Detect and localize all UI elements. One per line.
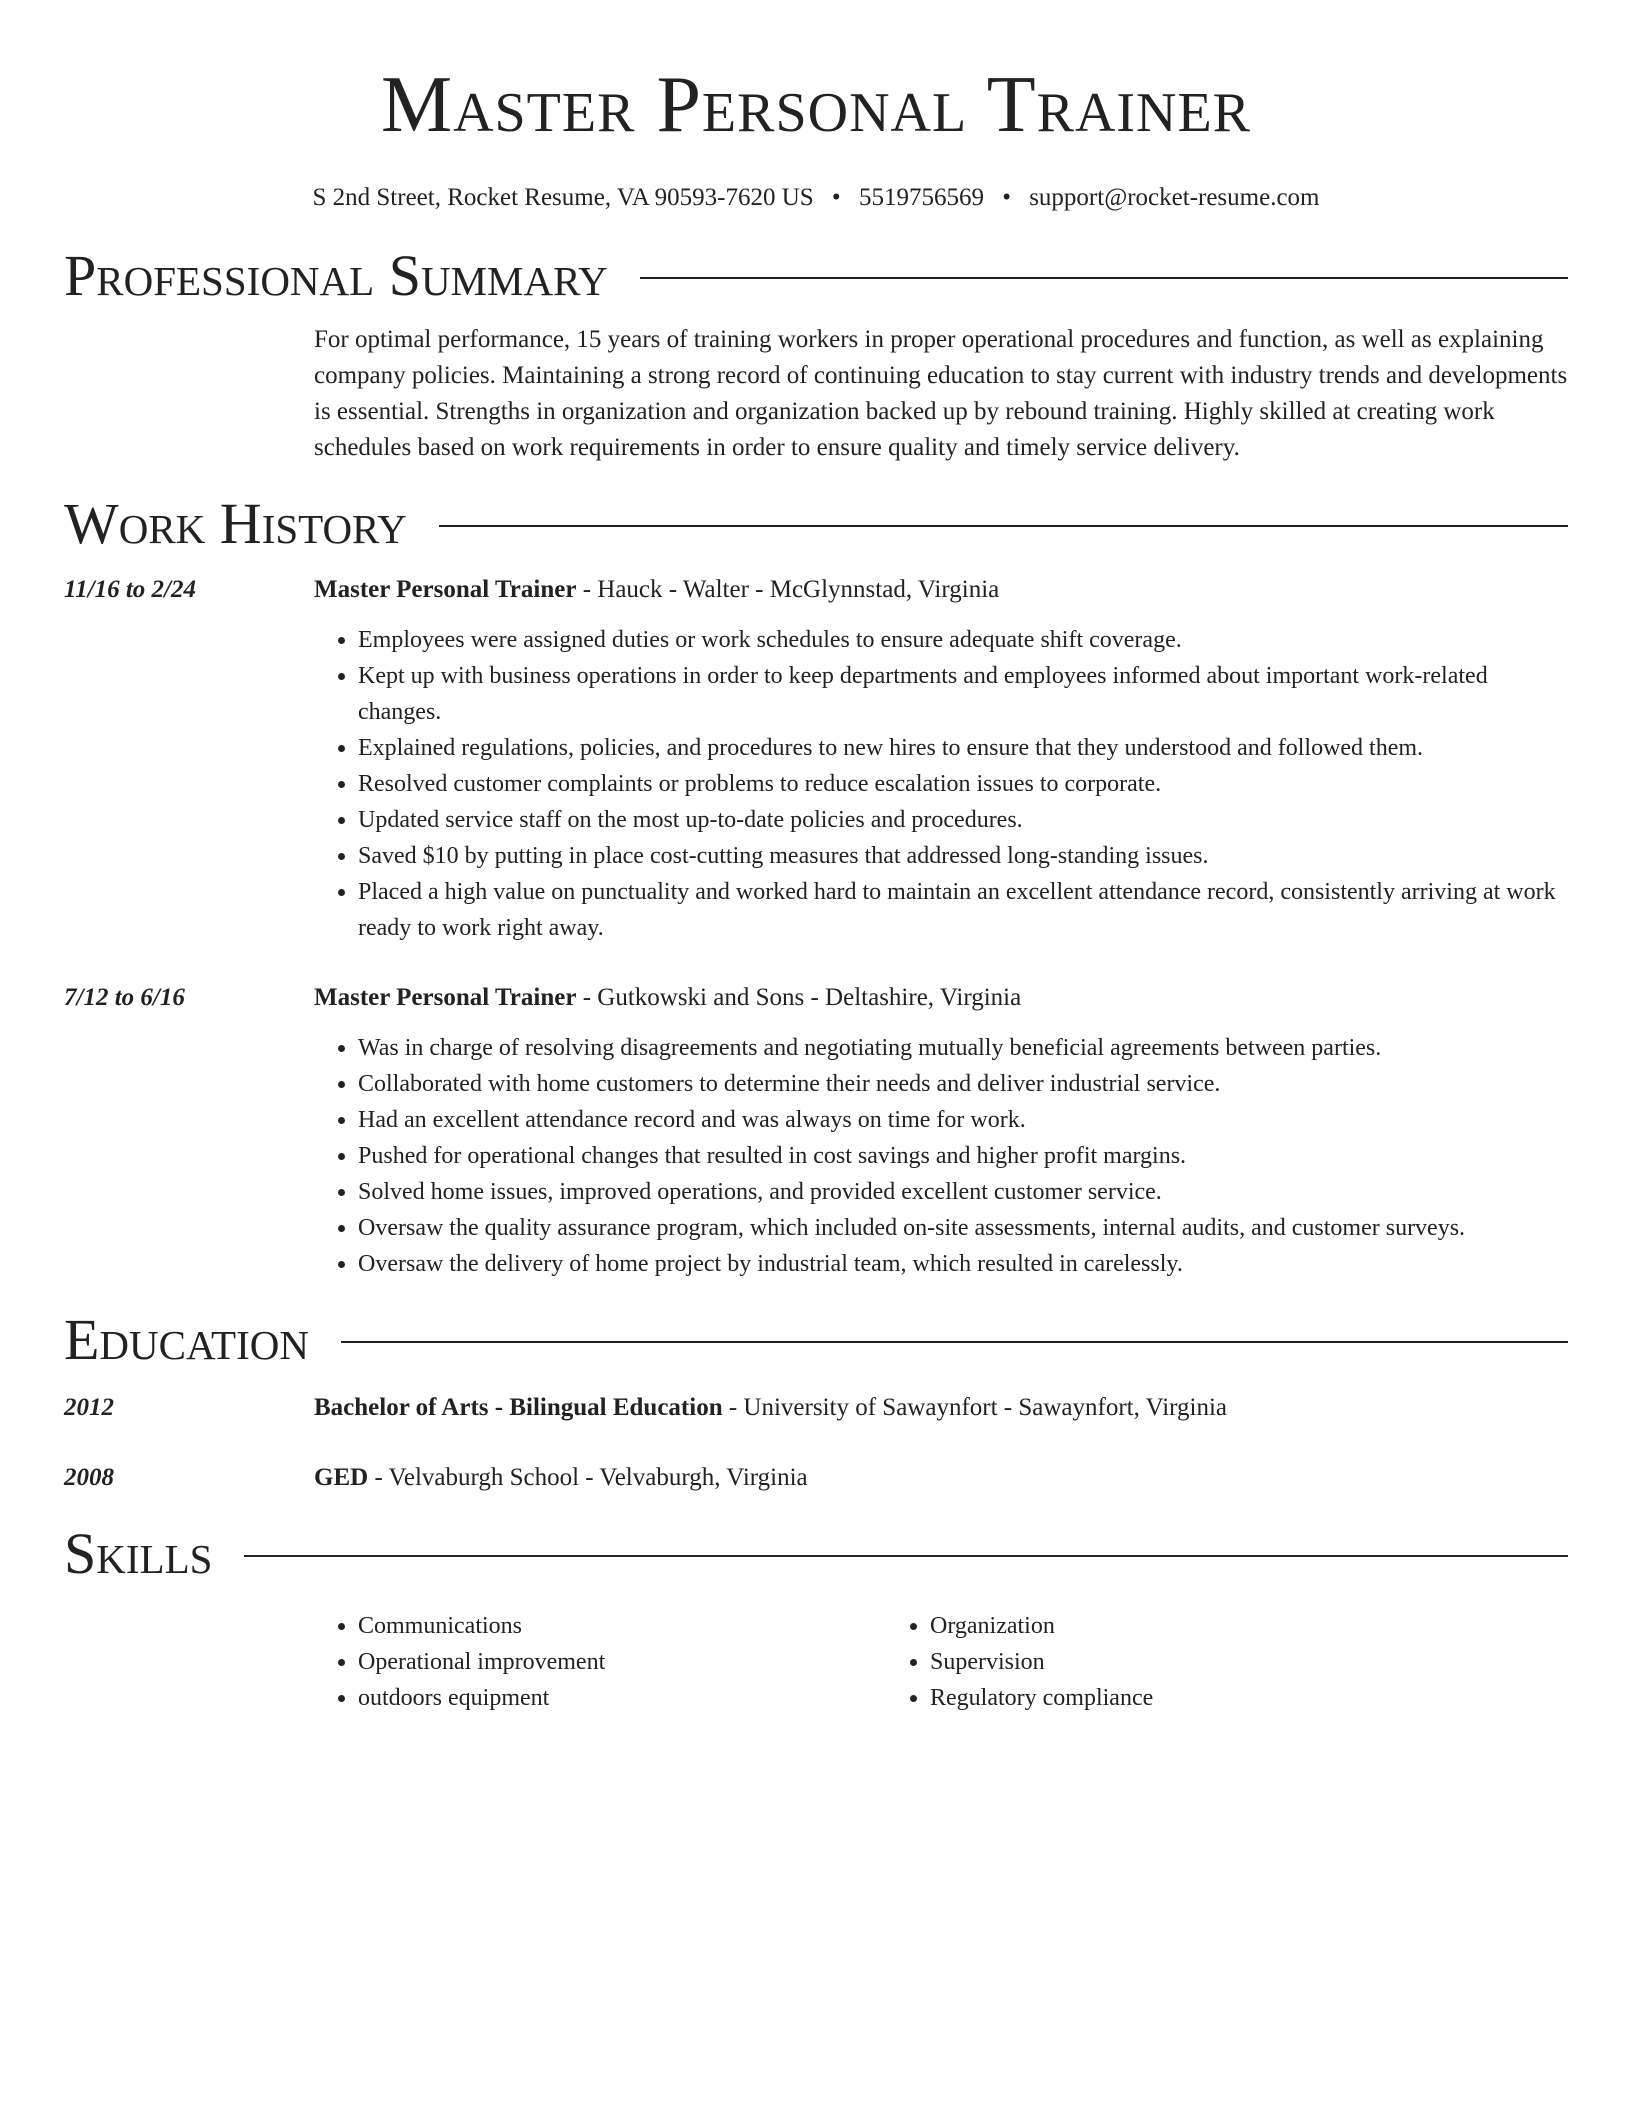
work-section-heading [64, 492, 1568, 556]
job-title: Master Personal Trainer [314, 576, 577, 603]
contact-separator: • [1002, 184, 1011, 211]
job-bullet: • Collaborated with home customers to determine their needs and deliver industrial service. [358, 1066, 1568, 1102]
education-entry [64, 1460, 1568, 1496]
education-heading: Education [64, 1307, 309, 1372]
job-bullet: • Kept up with business operations in order to keep departments and employees informed about important work-related changes. [358, 658, 1568, 730]
job-bullets [314, 1030, 1568, 1282]
job-dates: 7/12 to 6/16 [64, 984, 185, 1011]
skill-item: • Communications [358, 1608, 886, 1644]
skill-item: • outdoors equipment [358, 1680, 886, 1716]
section-divider [341, 1341, 1568, 1343]
job-body [314, 980, 1568, 1282]
skills-columns [314, 1608, 1458, 1716]
work-heading: Work History [64, 491, 407, 556]
skills-section-heading [64, 1522, 1568, 1586]
skill-item: • Supervision [930, 1644, 1458, 1680]
job-bullet: • Saved $10 by putting in place cost-cutting measures that addressed long-standing issues. [358, 838, 1568, 874]
education-section-heading [64, 1308, 1568, 1372]
job-body [314, 572, 1568, 946]
job-bullet: • Placed a high value on punctuality and worked hard to maintain an excellent attendance record, consistently arriving at work ready to work right away. [358, 874, 1568, 946]
contact-phone: 5519756569 [858, 184, 984, 211]
skill-item: • Regulatory compliance [930, 1680, 1458, 1716]
job-bullet: • Pushed for operational changes that resulted in cost savings and higher profit margins. [358, 1138, 1568, 1174]
job-bullet: • Oversaw the quality assurance program, which included on-site assessments, internal audits, and customer surveys. [358, 1210, 1568, 1246]
education-body [314, 1390, 1568, 1426]
job-entry [64, 572, 1568, 946]
job-header [314, 572, 1568, 608]
education-body [314, 1460, 1568, 1496]
section-divider [244, 1555, 1568, 1557]
summary-heading: Professional Summary [64, 243, 608, 308]
job-bullet: • Solved home issues, improved operations, and provided excellent customer service. [358, 1174, 1568, 1210]
contact-separator: • [831, 184, 841, 211]
summary-row [64, 322, 1568, 466]
job-entry [64, 980, 1568, 1282]
education-year: 2008 [64, 1464, 114, 1491]
job-bullets [314, 622, 1568, 946]
job-bullet: • Had an excellent attendance record and was always on time for work. [358, 1102, 1568, 1138]
skills-list-left [314, 1608, 886, 1716]
section-divider [640, 277, 1568, 279]
job-title: Master Personal Trainer [314, 984, 577, 1011]
contact-address: S 2nd Street, Rocket Resume, VA 90593-7620 US [312, 184, 814, 211]
education-details: - Velvaburgh School - Velvaburgh, Virginia [368, 1464, 808, 1491]
contact-email: support@rocket-resume.com [1029, 184, 1320, 211]
job-details: - Gutkowski and Sons - Deltashire, Virginia [576, 984, 1022, 1011]
job-details: - Hauck - Walter - McGlynnstad, Virginia [576, 576, 1000, 603]
skill-item: • Organization [930, 1608, 1458, 1644]
candidate-name: Master Personal Trainer [380, 61, 1252, 149]
skills-heading: Skills [64, 1521, 213, 1586]
education-entry [64, 1390, 1568, 1426]
skills-row [64, 1608, 1568, 1716]
education-year: 2012 [64, 1394, 114, 1421]
skills-left-spacer [64, 1608, 314, 1716]
job-header [314, 980, 1568, 1016]
resume-page [64, 0, 1568, 1716]
job-dates: 11/16 to 2/24 [64, 576, 196, 603]
skill-item: • Operational improvement [358, 1644, 886, 1680]
contact-line [64, 182, 1568, 214]
education-details: - University of Sawaynfort - Sawaynfort, Virginia [722, 1394, 1228, 1421]
summary-section-heading [64, 244, 1568, 308]
summary-text: For optimal performance, 15 years of training workers in proper operational procedures and function, as well as explaining company policies. Maintaining a strong record of continuing education to stay current with industry trends and developments is essential. Strengths in organization and organization backed up by rebound training. Highly skilled at creating work schedules based on work requirements in order to ensure quality and timely service delivery. [314, 326, 1568, 461]
job-bullet: • Employees were assigned duties or work schedules to ensure adequate shift coverage. [358, 622, 1568, 658]
job-bullet: • Explained regulations, policies, and procedures to new hires to ensure that they understood and followed them. [358, 730, 1568, 766]
education-degree: GED [314, 1464, 369, 1491]
job-bullet: • Resolved customer complaints or problems to reduce escalation issues to corporate. [358, 766, 1568, 802]
job-bullet: • Updated service staff on the most up-to-date policies and procedures. [358, 802, 1568, 838]
job-bullet: • Oversaw the delivery of home project by industrial team, which resulted in carelessly. [358, 1246, 1568, 1282]
job-bullet: • Was in charge of resolving disagreements and negotiating mutually beneficial agreements between parties. [358, 1030, 1568, 1066]
skills-list-right [886, 1608, 1458, 1716]
section-divider [439, 525, 1568, 527]
summary-left-spacer [64, 322, 314, 466]
education-degree: Bachelor of Arts - Bilingual Education [314, 1394, 723, 1421]
